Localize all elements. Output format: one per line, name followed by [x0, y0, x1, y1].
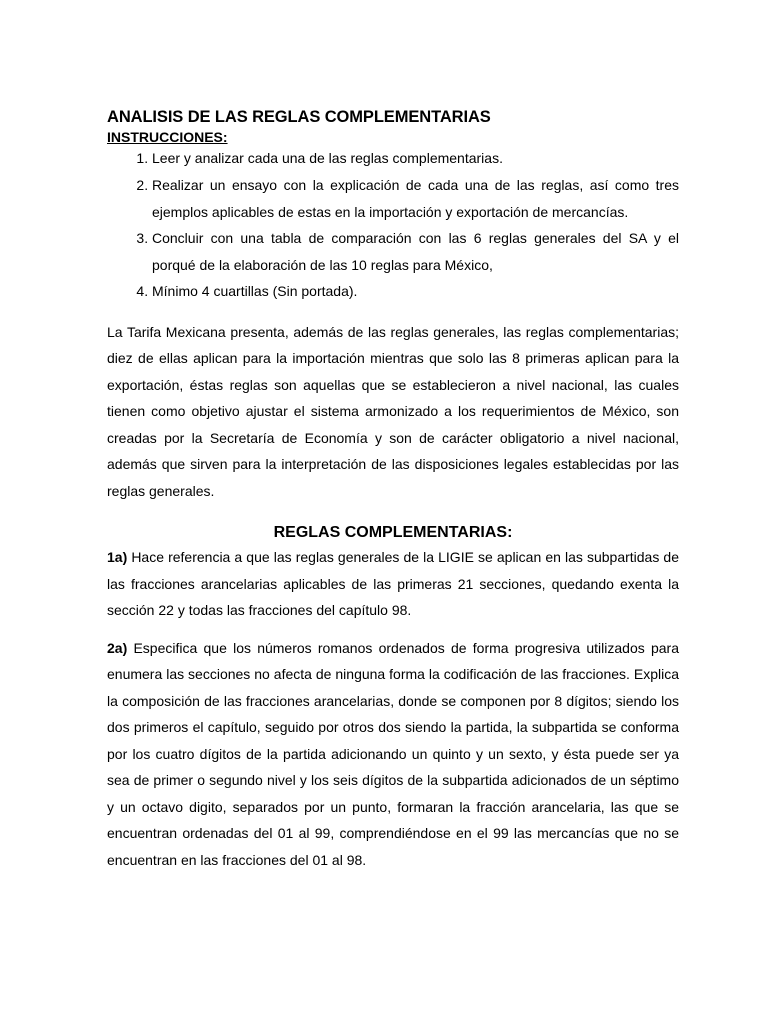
rule-key: 1a) — [107, 549, 128, 565]
section-heading: REGLAS COMPLEMENTARIAS: — [273, 524, 513, 541]
document-title: ANALISIS DE LAS REGLAS COMPLEMENTARIAS — [107, 108, 491, 126]
rule-paragraph-1 — [107, 544, 679, 624]
document-body — [107, 106, 679, 873]
instruction-item: 1. Leer y analizar cada una de las reglas complementarias. — [152, 148, 679, 168]
instruction-item: 4. Mínimo 4 cuartillas (Sin portada). — [152, 278, 679, 305]
instruction-item: 2. Realizar un ensayo con la explicación de cada una de las reglas, así como tres ejemplos aplicables de estas en la importación y exportación de mercancías. — [152, 172, 679, 225]
instructions-list — [107, 148, 679, 305]
instruction-item: 3. Concluir con una tabla de comparación con las 6 reglas generales del SA y el porqué de la elaboración de las 10 reglas para México, — [152, 225, 679, 278]
rule-text: Especifica que los números romanos ordenados de forma progresiva utilizados para enumera las secciones no afecta de ninguna forma la codificación de las fracciones. Explica la composición de las fracciones arancelarias, donde se componen por 8 dígitos; siendo los dos primeros el capítulo, seguido por otros dos siendo la partida, la subpartida se conforma por los cuatro dígitos de la partida adicionando un quinto y un sexto, y ésta puede ser ya sea de primer o segundo nivel y los seis dígitos de la subpartida adicionados de un séptimo y un octavo digito, separados por un punto, formaran la fracción arancelaria, las que se encuentran ordenadas del 01 al 99, comprendiéndose en el 99 las mercancías que no se encuentran en las fracciones del 01 al 98. — [107, 639, 679, 868]
instructions-label: INSTRUCCIONES: — [107, 129, 228, 145]
intro-paragraph: La Tarifa Mexicana presenta, además de las reglas generales, las reglas complementarias; diez de ellas aplican para la importación mientras que solo las 8 primeras aplican para la exportación, éstas reglas son aquellas que se establecieron a nivel nacional, las cuales tienen como objetivo ajustar el sistema armonizado a los requerimientos de México, son creadas por la Secretaría de Economía y son de carácter obligatorio a nivel nacional, además que sirven para la interpretación de las disposiciones legales establecidas por las reglas generales. — [107, 323, 679, 499]
rule-text: Hace referencia a que las reglas generales de la LIGIE se aplican en las subpartidas de las fracciones arancelarias aplicables de las primeras 21 secciones, quedando exenta la sección 22 y todas las fracciones del capítulo 98. — [107, 549, 679, 618]
rule-paragraph-2 — [107, 635, 679, 874]
rule-key: 2a) — [107, 639, 128, 656]
